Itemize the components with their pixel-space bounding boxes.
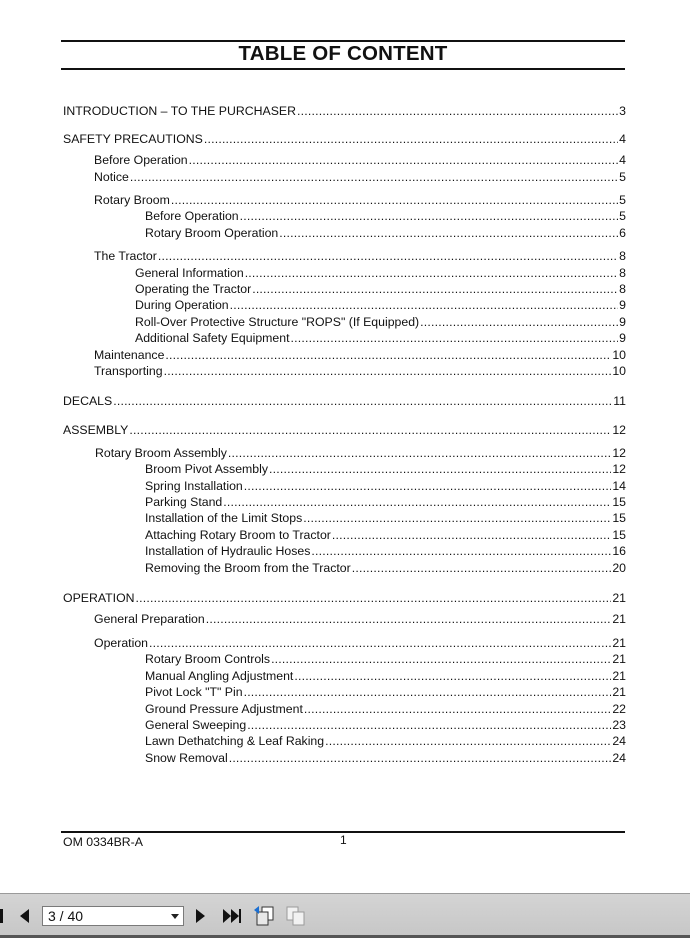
toc-entry-page: 11 bbox=[613, 394, 626, 408]
toc-entry[interactable] bbox=[135, 313, 626, 329]
page-indicator: 3 / 40 bbox=[48, 908, 84, 924]
toc-entry-page: 16 bbox=[612, 544, 626, 558]
toc-entry-label: Notice bbox=[94, 170, 129, 184]
toc-entry-page: 8 bbox=[619, 249, 626, 263]
toc-entry[interactable] bbox=[145, 526, 626, 542]
toc-entry-label: Lawn Dethatching & Leaf Raking bbox=[145, 734, 325, 748]
toc-leader-dots bbox=[297, 104, 618, 118]
toc-leader-dots bbox=[136, 591, 612, 605]
toc-entry[interactable] bbox=[63, 392, 626, 408]
toc-entry-label: INTRODUCTION – TO THE PURCHASER bbox=[63, 104, 296, 118]
toc-leader-dots bbox=[303, 511, 611, 525]
toc-entry[interactable] bbox=[145, 542, 626, 558]
toc-entry-label: Before Operation bbox=[94, 153, 188, 167]
toc-leader-dots bbox=[129, 423, 611, 437]
toc-entry-page: 21 bbox=[612, 685, 626, 699]
toc-entry-label: Ground Pressure Adjustment bbox=[145, 702, 303, 716]
toc-entry[interactable] bbox=[63, 589, 626, 605]
toc-entry-label: Rotary Broom Controls bbox=[145, 652, 271, 666]
toc-entry[interactable] bbox=[94, 610, 626, 626]
toc-entry-label: Rotary Broom Operation bbox=[145, 226, 279, 240]
toc-leader-dots bbox=[149, 636, 611, 650]
toc-entry[interactable] bbox=[145, 749, 626, 765]
toc-entry-page: 4 bbox=[619, 132, 626, 146]
toc-leader-dots bbox=[291, 331, 619, 345]
toc-entry[interactable] bbox=[145, 460, 626, 476]
toc-leader-dots bbox=[171, 193, 618, 207]
toc-entry-page: 24 bbox=[612, 734, 626, 748]
toc-entry[interactable] bbox=[94, 247, 626, 263]
toc-entry[interactable] bbox=[94, 151, 626, 167]
toc-entry-page: 15 bbox=[612, 511, 626, 525]
toc-entry[interactable] bbox=[94, 191, 626, 207]
toc-entry-label: During Operation bbox=[135, 298, 229, 312]
toc-entry-page: 21 bbox=[612, 612, 626, 626]
toc-leader-dots bbox=[294, 669, 611, 683]
toc-entry-label: Installation of the Limit Stops bbox=[145, 511, 303, 525]
toc-leader-dots bbox=[240, 209, 619, 223]
toc-entry-label: Attaching Rotary Broom to Tractor bbox=[145, 528, 331, 542]
toc-leader-dots bbox=[332, 528, 611, 542]
toc-leader-dots bbox=[352, 561, 612, 575]
toc-entry-label: Roll-Over Protective Structure "ROPS" (If Equipped) bbox=[135, 315, 420, 329]
toc-entry-page: 3 bbox=[619, 104, 626, 118]
arrow-left-icon bbox=[18, 908, 30, 924]
toc-entry-page: 14 bbox=[612, 479, 626, 493]
toc-entry[interactable] bbox=[145, 477, 626, 493]
toc-entry[interactable] bbox=[145, 559, 626, 575]
toc-entry-page: 10 bbox=[612, 348, 626, 362]
toc-leader-dots bbox=[244, 685, 612, 699]
footer-doc-id: OM 0334BR-A bbox=[63, 835, 143, 849]
toc-entry-label: Parking Stand bbox=[145, 495, 223, 509]
toc-entry-label: The Tractor bbox=[94, 249, 157, 263]
toc-leader-dots bbox=[158, 249, 618, 263]
toc-entry-label: Maintenance bbox=[94, 348, 165, 362]
page-number-select[interactable] bbox=[42, 906, 184, 926]
toc-entry-page: 24 bbox=[612, 751, 626, 765]
toc-entry-label: Rotary Broom bbox=[94, 193, 170, 207]
toc-entry[interactable] bbox=[145, 493, 626, 509]
previous-page-button[interactable] bbox=[16, 906, 32, 926]
toc-entry[interactable] bbox=[145, 509, 626, 525]
page-title: TABLE OF CONTENT bbox=[238, 42, 448, 65]
toc-entry-page: 15 bbox=[612, 528, 626, 542]
toc-entry-page: 9 bbox=[619, 331, 626, 345]
toc-leader-dots bbox=[271, 652, 611, 666]
toc-entry-label: Broom Pivot Assembly bbox=[145, 462, 269, 476]
chevron-down-icon bbox=[171, 914, 179, 919]
toc-leader-dots bbox=[311, 544, 611, 558]
toc-leader-dots bbox=[230, 298, 619, 312]
toc-entry-label: Transporting bbox=[94, 364, 163, 378]
toc-leader-dots bbox=[420, 315, 618, 329]
toc-entry[interactable] bbox=[145, 716, 626, 732]
toc-entry-page: 21 bbox=[612, 652, 626, 666]
toc-leader-dots bbox=[206, 612, 612, 626]
toc-entry-page: 21 bbox=[612, 591, 626, 605]
toc-entry-page: 8 bbox=[619, 266, 626, 280]
toc-entry-label: ASSEMBLY bbox=[63, 423, 129, 437]
toc-leader-dots bbox=[223, 495, 611, 509]
toc-entry-page: 23 bbox=[612, 718, 626, 732]
toc-entry-page: 5 bbox=[619, 170, 626, 184]
first-page-button[interactable] bbox=[0, 906, 8, 926]
toc-leader-dots bbox=[252, 282, 618, 296]
toc-entry[interactable] bbox=[63, 421, 626, 437]
toc-entry-label: Before Operation bbox=[145, 209, 239, 223]
toc-entry[interactable] bbox=[145, 224, 626, 240]
toc-entry[interactable] bbox=[94, 168, 626, 184]
toc-entry-page: 12 bbox=[612, 423, 626, 437]
toc-leader-dots bbox=[245, 266, 618, 280]
toc-entry[interactable] bbox=[94, 346, 626, 362]
toc-entry-page: 8 bbox=[619, 282, 626, 296]
toc-entry-page: 21 bbox=[612, 669, 626, 683]
toc-entry-page: 21 bbox=[612, 636, 626, 650]
last-page-button[interactable] bbox=[221, 906, 243, 926]
toc-entry-page: 9 bbox=[619, 315, 626, 329]
toc-entry[interactable] bbox=[145, 700, 626, 716]
go-back-view-icon bbox=[253, 906, 275, 926]
toc-entry-page: 12 bbox=[612, 446, 626, 460]
toc-entry-label: Spring Installation bbox=[145, 479, 243, 493]
toc-entry-label: General Preparation bbox=[94, 612, 205, 626]
toc-entry-label: Snow Removal bbox=[145, 751, 228, 765]
toc-entry[interactable] bbox=[135, 329, 626, 345]
toc-entry-page: 5 bbox=[619, 193, 626, 207]
toc-entry[interactable] bbox=[94, 362, 626, 378]
toc-leader-dots bbox=[228, 446, 611, 460]
toc-leader-dots bbox=[113, 394, 612, 408]
toc-entry-label: Additional Safety Equipment bbox=[135, 331, 290, 345]
toc-leader-dots bbox=[204, 132, 618, 146]
toc-entry[interactable] bbox=[63, 130, 626, 146]
go-forward-view-icon bbox=[285, 906, 307, 926]
toc-entry-label: Operating the Tractor bbox=[135, 282, 252, 296]
toc-entry[interactable] bbox=[94, 634, 626, 650]
toc-entry-page: 9 bbox=[619, 298, 626, 312]
toc-leader-dots bbox=[247, 718, 611, 732]
toc-leader-dots bbox=[304, 702, 611, 716]
first-page-icon bbox=[0, 908, 8, 924]
toc-entry-page: 10 bbox=[612, 364, 626, 378]
toc-entry-label: DECALS bbox=[63, 394, 113, 408]
toc-entry-label: Operation bbox=[94, 636, 149, 650]
toc-entry-label: SAFETY PRECAUTIONS bbox=[63, 132, 203, 146]
toc-entry[interactable] bbox=[145, 650, 626, 666]
toc-leader-dots bbox=[165, 348, 611, 362]
toc-leader-dots bbox=[279, 226, 618, 240]
toc-entry-label: Removing the Broom from the Tractor bbox=[145, 561, 351, 575]
toc-entry[interactable] bbox=[135, 264, 626, 280]
next-page-button[interactable] bbox=[193, 906, 209, 926]
footer-page-number: 1 bbox=[340, 833, 347, 847]
toc-entry[interactable] bbox=[135, 296, 626, 312]
go-back-view-button[interactable] bbox=[252, 906, 276, 926]
toc-entry[interactable] bbox=[145, 683, 626, 699]
toc-entry-label: OPERATION bbox=[63, 591, 135, 605]
toc-leader-dots bbox=[189, 153, 619, 167]
toc-entry[interactable] bbox=[135, 280, 626, 296]
toc-entry-page: 12 bbox=[612, 462, 626, 476]
toc-entry-label: Manual Angling Adjustment bbox=[145, 669, 294, 683]
toc-entry-page: 5 bbox=[619, 209, 626, 223]
toc-entry-page: 4 bbox=[619, 153, 626, 167]
go-forward-view-button[interactable] bbox=[284, 906, 308, 926]
toc-entry[interactable] bbox=[95, 444, 626, 460]
viewer-toolbar bbox=[0, 893, 690, 938]
last-page-icon bbox=[222, 908, 242, 924]
toc-entry-label: General Sweeping bbox=[145, 718, 247, 732]
toc-leader-dots bbox=[325, 734, 611, 748]
toc-entry-page: 15 bbox=[612, 495, 626, 509]
toc-entry-label: General Information bbox=[135, 266, 244, 280]
toc-entry-page: 6 bbox=[619, 226, 626, 240]
toc-leader-dots bbox=[164, 364, 612, 378]
toc-leader-dots bbox=[244, 479, 612, 493]
toc-entry[interactable] bbox=[145, 732, 626, 748]
toc-leader-dots bbox=[229, 751, 612, 765]
arrow-right-icon bbox=[195, 908, 207, 924]
toc-entry-page: 20 bbox=[612, 561, 626, 575]
toc-entry-label: Rotary Broom Assembly bbox=[95, 446, 227, 460]
toc-leader-dots bbox=[269, 462, 611, 476]
toc-entry-page: 22 bbox=[612, 702, 626, 716]
toc-leader-dots bbox=[130, 170, 618, 184]
toc-entry-label: Pivot Lock "T" Pin bbox=[145, 685, 243, 699]
toc-entry[interactable] bbox=[145, 207, 626, 223]
toc-entry[interactable] bbox=[63, 102, 626, 118]
toc-entry-label: Installation of Hydraulic Hoses bbox=[145, 544, 311, 558]
toc-entry[interactable] bbox=[145, 667, 626, 683]
